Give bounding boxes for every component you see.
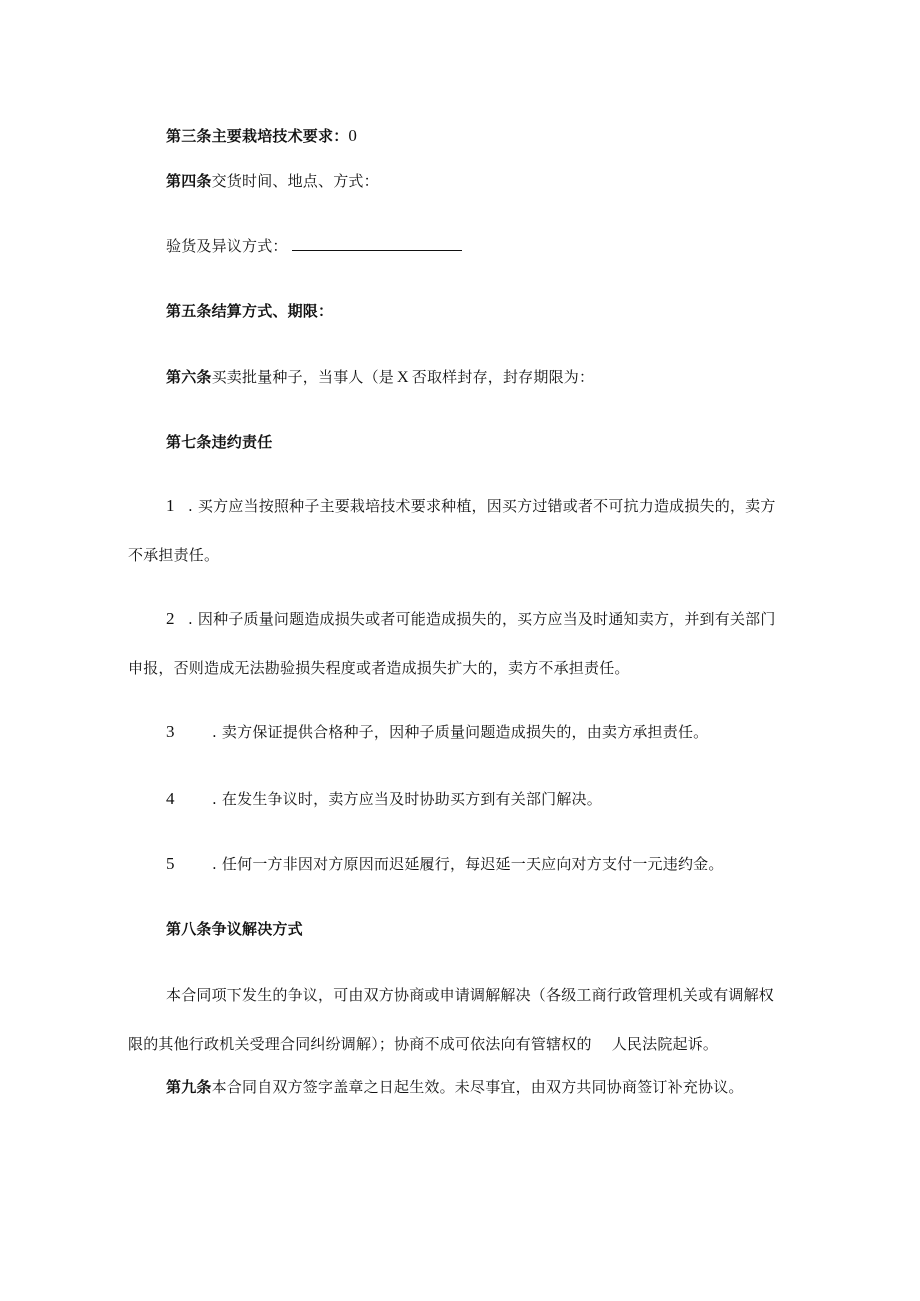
- article-8-heading: 第八条争议解决方式: [166, 920, 303, 938]
- item-4-number: 4: [166, 789, 175, 808]
- item-2-number: 2: [166, 609, 175, 628]
- article-9: [166, 1077, 744, 1097]
- article-9-heading: 第九条: [166, 1078, 212, 1096]
- item-4-line-1: . 在发生争议时，卖方应当及时协助买方到有关部门解决。: [212, 790, 602, 808]
- inspection-label: 验货及异议方式：: [166, 237, 288, 255]
- item-1-line-1: . 买方应当按照种子主要栽培技术要求种植，因买方过错或者不可抗力造成损失的，卖方: [188, 497, 776, 515]
- article-3-value: 0: [348, 126, 358, 145]
- article-6-mark: X: [397, 369, 409, 386]
- article-8-line-2b: 人民法院起诉。: [611, 1035, 719, 1053]
- article-5: [166, 301, 333, 321]
- article-4: [166, 171, 379, 191]
- article-7-item-1-cont: 不承担责任。: [128, 546, 220, 564]
- article-8-line-2: [128, 1034, 718, 1054]
- article-6-text-a: 买卖批量种子，当事人（是: [211, 368, 395, 386]
- article-4-heading: 第四条: [166, 172, 212, 190]
- article-7-item-2: [166, 609, 776, 629]
- article-7-item-4: [166, 789, 602, 809]
- item-2-line-1: . 因种子质量问题造成损失或者可能造成损失的，买方应当及时通知卖方，并到有关部门: [188, 610, 776, 628]
- item-5-line-1: . 任何一方非因对方原因而迟延履行，每迟延一天应向对方支付一元违约金。: [212, 855, 724, 873]
- article-9-text: 本合同自双方签字盖章之日起生效。未尽事宜，由双方共同协商签订补充协议。: [211, 1078, 744, 1096]
- article-7-item-3: [166, 722, 708, 742]
- article-3-heading: 第三条主要栽培技术要求：: [166, 127, 349, 145]
- article-6-heading: 第六条: [166, 368, 212, 386]
- item-5-number: 5: [166, 854, 175, 873]
- inspection-line: [166, 236, 462, 256]
- article-6: [166, 367, 594, 388]
- article-7-heading: 第七条违约责任: [166, 433, 273, 451]
- item-3-number: 3: [166, 722, 175, 741]
- item-1-number: 1: [166, 496, 175, 515]
- article-8-line-1: 本合同项下发生的争议，可由双方协商或申请调解解决（各级工商行政管理机关或有调解权: [166, 986, 775, 1004]
- article-5-heading: 第五条结算方式、期限：: [166, 302, 334, 320]
- article-3: [166, 126, 357, 146]
- article-6-text-b: 否取样封存，封存期限为：: [411, 368, 595, 386]
- article-7-item-5: [166, 854, 724, 874]
- article-7-item-2-cont: 申报，否则造成无法勘验损失程度或者造成损失扩大的，卖方不承担责任。: [128, 659, 630, 677]
- inspection-blank-field: [292, 236, 462, 251]
- article-7-item-1: [166, 496, 776, 516]
- article-4-text: 交货时间、地点、方式：: [211, 172, 379, 190]
- item-3-line-1: . 卖方保证提供合格种子，因种子质量问题造成损失的，由卖方承担责任。: [212, 723, 709, 741]
- article-8-line-2a: 限的其他行政机关受理合同纠纷调解）；协商不成可依法向有管辖权的: [128, 1035, 592, 1053]
